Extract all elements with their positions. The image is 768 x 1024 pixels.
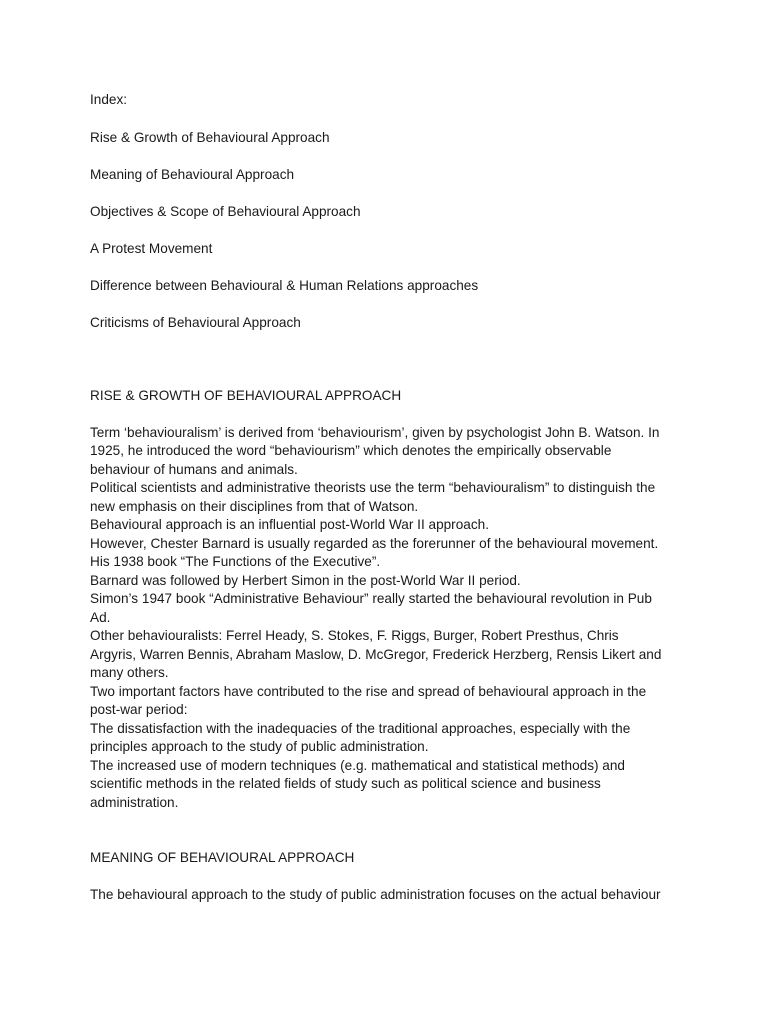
index-item-difference: Difference between Behavioural & Human Relations approaches xyxy=(90,277,479,293)
body-line: Barnard was followed by Herbert Simon in the post-World War II period. xyxy=(90,572,521,588)
body-line: The behavioural approach to the study of public administration focuses on the actual behaviour xyxy=(90,887,661,902)
section-heading-rise-growth: RISE & GROWTH OF BEHAVIOURAL APPROACH xyxy=(90,387,402,403)
body-line: principles approach to the study of public administration. xyxy=(90,739,429,754)
body-line: behaviour of humans and animals. xyxy=(90,461,298,477)
index-title: Index: xyxy=(90,92,128,107)
section-body-meaning xyxy=(90,886,690,905)
body-line: The increased use of modern techniques (e.g. mathematical and statistical methods) and xyxy=(90,757,625,773)
index-item-protest-movement: A Protest Movement xyxy=(90,240,213,256)
body-line: new emphasis on their disciplines from that of Watson. xyxy=(90,498,419,514)
body-line: However, Chester Barnard is usually regarded as the forerunner of the behavioural movement. xyxy=(90,535,659,551)
body-line: Behavioural approach is an influential post-World War II approach. xyxy=(90,517,489,532)
body-line: Other behaviouralists: Ferrel Heady, S. Stokes, F. Riggs, Burger, Robert Presthus, Chris xyxy=(90,628,619,643)
body-line: post-war period: xyxy=(90,702,188,717)
index-item-meaning: Meaning of Behavioural Approach xyxy=(90,166,295,182)
body-line: Political scientists and administrative theorists use the term “behaviouralism” to distinguish the xyxy=(90,480,656,495)
section-body-rise-growth xyxy=(90,424,690,813)
body-line: Ad. xyxy=(90,609,111,625)
body-line: Term ‘behaviouralism’ is derived from ‘behaviourism’, given by psychologist John B. Watson. In xyxy=(90,424,660,440)
section-heading-meaning: MEANING OF BEHAVIOURAL APPROACH xyxy=(90,850,355,865)
body-line: Two important factors have contributed to the rise and spread of behavioural approach in the xyxy=(90,683,647,699)
body-line: The dissatisfaction with the inadequacies of the traditional approaches, especially with the xyxy=(90,720,631,736)
body-line: administration. xyxy=(90,794,179,810)
body-line: 1925, he introduced the word “behaviourism” which denotes the empirically observable xyxy=(90,443,612,458)
index-item-rise-growth: Rise & Growth of Behavioural Approach xyxy=(90,129,330,145)
body-line: Argyris, Warren Bennis, Abraham Maslow, D. McGregor, Frederick Herzberg, Rensis Likert and xyxy=(90,646,662,662)
body-line: Simon’s 1947 book “Administrative Behaviour” really started the behavioural revolution in Pub xyxy=(90,591,652,606)
body-line: scientific methods in the related fields of study such as political science and business xyxy=(90,776,601,791)
document-page xyxy=(90,91,690,905)
body-line: His 1938 book “The Functions of the Executive”. xyxy=(90,554,381,569)
body-line: many others. xyxy=(90,665,169,680)
index-item-criticisms: Criticisms of Behavioural Approach xyxy=(90,314,301,330)
index-item-objectives-scope: Objectives & Scope of Behavioural Approach xyxy=(90,203,361,219)
index-list xyxy=(90,129,690,333)
